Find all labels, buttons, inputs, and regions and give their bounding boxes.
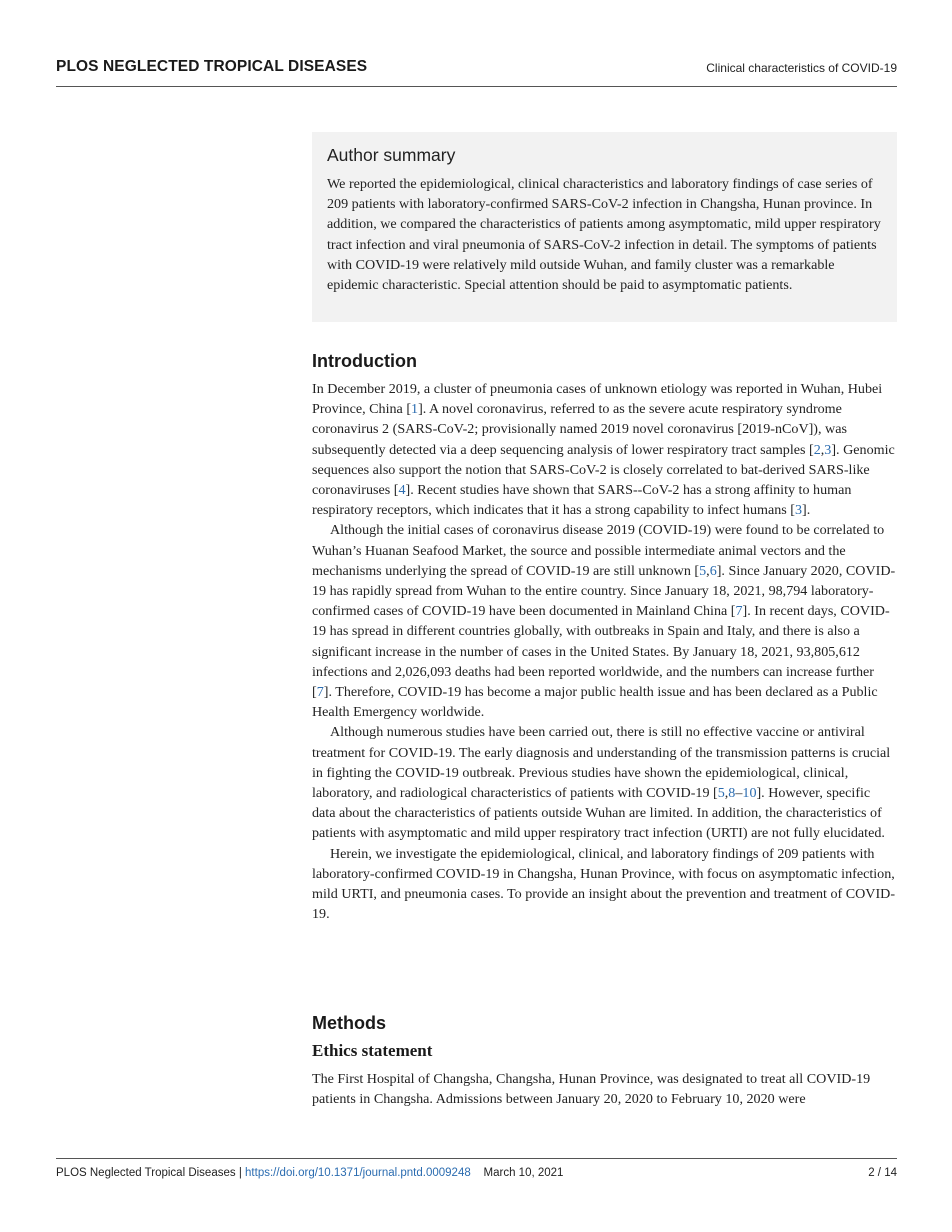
intro-paragraph-2: Although the initial cases of coronavirus disease 2019 (COVID-19) were found to be correlated to Wuhan’s Huanan Seafood Market, the source and possible intermediate animal vectors and the mechanisms underlying the spread of COVID-19 are still unknown [5,6]. Since January 2020, COVID-19 has rapidly spread from Wuhan to the entire country. Since January 18, 2021, 98,794 laboratory-confirmed cases of COVID-19 have been documented in Mainland China [7]. In recent days, COVID-19 has spread in different countries globally, with outbreaks in Spain and Italy, and there is also a significant increase in the number of cases in the United States. By January 18, 2021, 93,805,612 infections and 2,026,093 deaths had been reported worldwide, and the numbers can increase further [7]. Therefore, COVID-19 has become a major public health issue and has been declared as a Public Health Emergency worldwide. <box>312 522 896 721</box>
running-title: Clinical characteristics of COVID-19 <box>706 61 897 75</box>
author-summary-box <box>312 132 897 322</box>
doi-link[interactable]: https://doi.org/10.1371/journal.pntd.0009248 <box>245 1167 471 1179</box>
intro-paragraph-4: Herein, we investigate the epidemiological, clinical, and laboratory findings of 209 patients with laboratory-confirmed COVID-19 in Changsha, Hunan Province, with focus on asymptomatic infection, mild URTI, and pneumonia cases. To provide an insight about the prevention and treatment of COVID-19. <box>312 845 896 923</box>
citation-link[interactable]: 1 <box>411 401 419 418</box>
citation-link[interactable]: 7 <box>735 603 743 620</box>
citation-link[interactable]: 5 <box>717 785 725 802</box>
footer-citation <box>56 1167 563 1179</box>
journal-name: PLOS NEGLECTED TROPICAL DISEASES <box>56 58 368 75</box>
author-summary-title: Author summary <box>327 145 456 165</box>
introduction-section <box>312 351 897 372</box>
citation-link[interactable]: 5 <box>699 562 707 579</box>
citation-link[interactable]: 4 <box>398 482 406 499</box>
citation-link[interactable]: 7 <box>316 684 324 701</box>
methods-body <box>312 1069 897 1109</box>
footer-journal: PLOS Neglected Tropical Diseases <box>56 1167 236 1179</box>
footer-separator: | <box>238 1167 242 1179</box>
footer-date: March 10, 2021 <box>483 1167 564 1179</box>
citation-link[interactable]: 8 <box>728 785 736 802</box>
introduction-body <box>312 379 897 924</box>
intro-paragraph-1: In December 2019, a cluster of pneumonia cases of unknown etiology was reported in Wuhan, Hubei Province, China [1]. A novel coronavirus, referred to as the severe acute respiratory syndrome coronavirus 2 (SARS-CoV-2; provisionally named 2019 novel coronavirus [2019-nCoV]), was subsequently detected via a deep sequencing analysis of lower respiratory tract samples [2,3]. Genomic sequences also support the notion that SARS-CoV-2 is closely correlated to bat-derived SARS-like coronaviruses [4]. Recent studies have shown that SARS--CoV-2 has a strong affinity to human respiratory receptors, which indicates that it has a strong capability to infect humans [3]. <box>312 381 895 519</box>
citation-link[interactable]: 3 <box>794 502 802 519</box>
page-footer <box>56 1158 897 1189</box>
methods-paragraph-1: The First Hospital of Changsha, Changsha, Hunan Province, was designated to treat all COVID-19 patients in Changsha. Admissions between January 20, 2020 to February 10, 2020 were <box>312 1071 871 1108</box>
citation-link[interactable]: 10 <box>742 785 757 802</box>
introduction-heading: Introduction <box>312 351 417 371</box>
methods-section <box>312 1013 897 1034</box>
page-number: 2 / 14 <box>868 1167 897 1179</box>
citation-link[interactable]: 2 <box>813 441 821 458</box>
page-header <box>56 58 897 87</box>
intro-paragraph-3: Although numerous studies have been carried out, there is still no effective vaccine or antiviral treatment for COVID-19. The early diagnosis and understanding of the transmission patterns is crucial in fighting the COVID-19 outbreak. Previous studies have shown the epidemiological, clinical, laboratory, and radiological characteristics of patients with COVID-19 [5,8–10]. However, specific data about the characteristics of patients outside Wuhan are limited. In addition, the characteristics of patients with asymptomatic and mild upper respiratory tract infection (URTI) are not fully elucidated. <box>312 724 891 842</box>
citation-link[interactable]: 6 <box>709 562 717 579</box>
methods-heading: Methods <box>312 1013 386 1033</box>
citation-link[interactable]: 3 <box>824 441 832 458</box>
ethics-statement-section <box>312 1041 897 1061</box>
author-summary-text: We reported the epidemiological, clinical characteristics and laboratory findings of case series of 209 patients with laboratory-confirmed SARS-CoV-2 infection in Changsha, Hunan province. In addition, we compared the characteristics of patients among asymptomatic, mild upper respiratory tract infection and viral pneumonia of SARS-CoV-2 infection in detail. The symptoms of patients with COVID-19 were relatively mild outside Wuhan, and family cluster was a remarkable epidemic characteristic. Special attention should be paid to asymptomatic patients. <box>327 176 881 294</box>
ethics-statement-heading: Ethics statement <box>312 1041 433 1060</box>
